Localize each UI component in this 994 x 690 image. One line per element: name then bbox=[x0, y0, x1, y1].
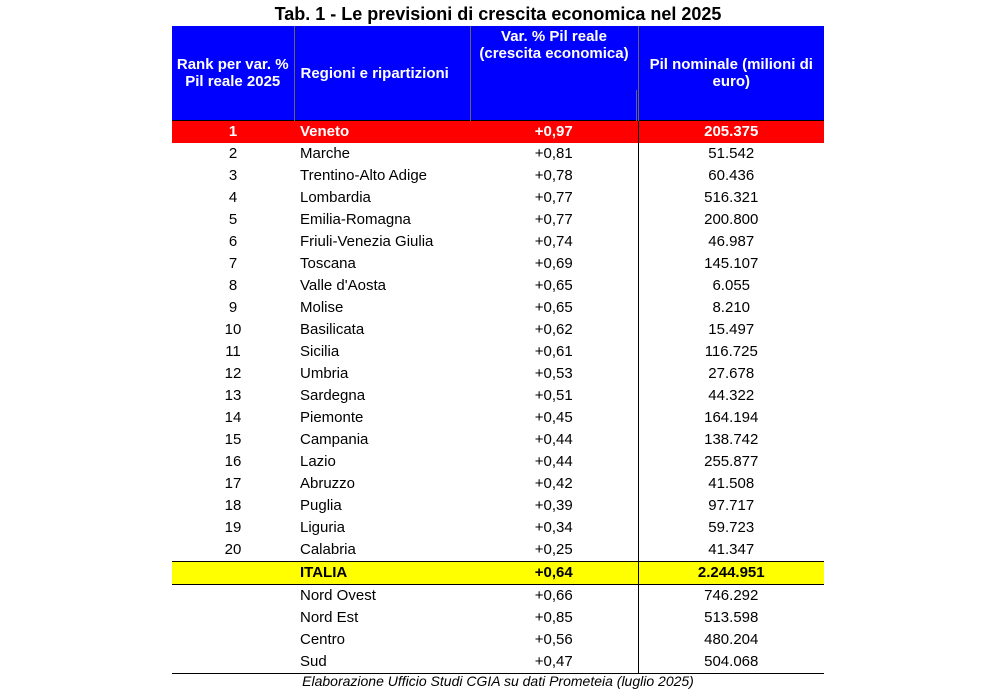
table-row bbox=[172, 297, 824, 319]
pil-cell: 59.723 bbox=[708, 519, 755, 536]
table-row bbox=[172, 341, 824, 363]
table-row-area bbox=[172, 651, 824, 674]
table-row-area bbox=[172, 629, 824, 651]
table-row bbox=[172, 187, 824, 209]
table-row bbox=[172, 253, 824, 275]
source-note: Elaborazione Ufficio Studi CGIA su dati Prometeia (luglio 2025) bbox=[302, 673, 694, 689]
header-rank: Rank per var. % Pil reale 2025 bbox=[172, 26, 294, 121]
var-cell: +0,78 bbox=[470, 165, 638, 187]
table-row bbox=[172, 143, 824, 165]
var-cell: +0,61 bbox=[470, 341, 638, 363]
pil-cell: 138.742 bbox=[704, 431, 759, 448]
pil-cell: 41.347 bbox=[708, 541, 755, 558]
rank-cell: 9 bbox=[228, 299, 238, 316]
rank-cell bbox=[172, 607, 294, 629]
pil-cell: 516.321 bbox=[704, 189, 759, 206]
var-cell: +0,42 bbox=[470, 473, 638, 495]
pil-cell: 27.678 bbox=[708, 365, 755, 382]
pil-cell: 200.800 bbox=[704, 211, 759, 228]
var-cell: +0,85 bbox=[470, 607, 638, 629]
table-row-area bbox=[172, 585, 824, 608]
table-row bbox=[172, 429, 824, 451]
pil-cell: 6.055 bbox=[712, 277, 751, 294]
table-title: Tab. 1 - Le previsioni di crescita economica nel 2025 bbox=[274, 4, 722, 24]
var-cell: +0,74 bbox=[470, 231, 638, 253]
pil-cell: 255.877 bbox=[704, 453, 759, 470]
rank-cell: 8 bbox=[228, 277, 238, 294]
rank-cell bbox=[172, 585, 294, 608]
var-cell: +0,45 bbox=[470, 407, 638, 429]
pil-cell: 8.210 bbox=[712, 299, 751, 316]
pil-cell: 480.204 bbox=[704, 631, 759, 648]
rank-cell: 20 bbox=[224, 541, 242, 558]
pil-cell: 2.244.951 bbox=[638, 562, 824, 585]
header-region: Regioni e ripartizioni bbox=[294, 26, 470, 121]
var-cell: +0,44 bbox=[470, 451, 638, 473]
header-var: Var. % Pil reale (crescita economica) bbox=[470, 26, 638, 90]
rank-cell bbox=[172, 651, 294, 674]
rank-cell: 15 bbox=[224, 431, 242, 448]
region-cell: Sud bbox=[294, 651, 470, 674]
rank-cell: 19 bbox=[224, 519, 242, 536]
rank-cell: 18 bbox=[224, 497, 242, 514]
pil-cell: 15.497 bbox=[708, 321, 755, 338]
pil-cell: 46.987 bbox=[708, 233, 755, 250]
region-cell: Abruzzo bbox=[300, 475, 356, 492]
table-row-total bbox=[172, 562, 824, 585]
table-row bbox=[172, 209, 824, 231]
table-row bbox=[172, 385, 824, 407]
region-cell: Friuli-Venezia Giulia bbox=[300, 233, 434, 250]
table-row bbox=[172, 275, 824, 297]
growth-table bbox=[172, 26, 824, 674]
rank-cell bbox=[172, 629, 294, 651]
region-cell: Sicilia bbox=[300, 343, 340, 360]
region-cell: Valle d'Aosta bbox=[300, 277, 386, 294]
var-cell: +0,64 bbox=[470, 562, 638, 585]
region-cell: Liguria bbox=[300, 519, 346, 536]
rank-cell: 5 bbox=[228, 211, 238, 228]
table-row bbox=[172, 495, 824, 517]
region-cell: Umbria bbox=[300, 365, 349, 382]
table-row bbox=[172, 407, 824, 429]
header-pil: Pil nominale (milioni di euro) bbox=[638, 26, 824, 121]
pil-cell: 504.068 bbox=[638, 651, 824, 674]
var-cell: +0,62 bbox=[470, 319, 638, 341]
region-cell: Marche bbox=[300, 145, 351, 162]
var-cell: +0,66 bbox=[470, 585, 638, 608]
rank-cell: 11 bbox=[225, 343, 241, 360]
rank-cell: 1 bbox=[172, 121, 294, 144]
region-cell: Toscana bbox=[300, 255, 356, 272]
region-cell: Basilicata bbox=[300, 321, 365, 338]
var-cell: +0,65 bbox=[470, 275, 638, 297]
rank-cell: 12 bbox=[224, 365, 242, 382]
pil-cell: 44.322 bbox=[708, 387, 755, 404]
pil-cell: 746.292 bbox=[704, 587, 759, 604]
var-cell: +0,77 bbox=[470, 209, 638, 231]
table-row bbox=[172, 517, 824, 539]
pil-cell: 60.436 bbox=[708, 167, 755, 184]
var-cell: +0,81 bbox=[470, 143, 638, 165]
region-cell: Emilia-Romagna bbox=[300, 211, 411, 228]
var-cell: +0,34 bbox=[470, 517, 638, 539]
region-cell: Calabria bbox=[300, 541, 356, 558]
rank-cell: 7 bbox=[228, 255, 238, 272]
region-cell: Nord Ovest bbox=[300, 587, 376, 604]
pil-cell: 41.508 bbox=[708, 475, 755, 492]
table-row bbox=[172, 231, 824, 253]
rank-cell: 16 bbox=[224, 453, 242, 470]
table-row bbox=[172, 363, 824, 385]
rank-cell: 4 bbox=[228, 189, 238, 206]
pil-cell: 97.717 bbox=[708, 497, 755, 514]
pil-cell: 51.542 bbox=[708, 145, 755, 162]
var-cell: +0,47 bbox=[470, 651, 638, 674]
rank-cell: 14 bbox=[224, 409, 242, 426]
table-row bbox=[172, 319, 824, 341]
table-row bbox=[172, 473, 824, 495]
rank-cell: 10 bbox=[224, 321, 242, 338]
region-cell: Trentino-Alto Adige bbox=[300, 167, 428, 184]
var-cell: +0,69 bbox=[470, 253, 638, 275]
rank-cell: 13 bbox=[224, 387, 242, 404]
header-var-sub-right bbox=[636, 90, 638, 121]
table-row bbox=[172, 539, 824, 562]
region-cell: Molise bbox=[300, 299, 344, 316]
pil-cell: 205.375 bbox=[638, 121, 824, 144]
var-cell: +0,53 bbox=[470, 363, 638, 385]
table-row bbox=[172, 165, 824, 187]
region-cell: Lazio bbox=[300, 453, 336, 470]
pil-cell: 513.598 bbox=[704, 609, 759, 626]
rank-cell bbox=[172, 562, 294, 585]
rank-cell: 3 bbox=[228, 167, 238, 184]
region-cell: Veneto bbox=[294, 121, 470, 144]
pil-cell: 116.725 bbox=[704, 343, 758, 360]
region-cell: Nord Est bbox=[300, 609, 359, 626]
rank-cell: 17 bbox=[224, 475, 242, 492]
var-cell: +0,44 bbox=[470, 429, 638, 451]
table-row-top bbox=[172, 121, 824, 144]
table-row-area bbox=[172, 607, 824, 629]
table-body bbox=[172, 121, 824, 674]
header-var-sub-left bbox=[470, 90, 636, 121]
var-cell: +0,97 bbox=[470, 121, 638, 144]
region-cell: ITALIA bbox=[294, 562, 470, 585]
var-cell: +0,25 bbox=[470, 539, 638, 562]
pil-cell: 145.107 bbox=[704, 255, 759, 272]
var-cell: +0,51 bbox=[470, 385, 638, 407]
region-cell: Lombardia bbox=[300, 189, 371, 206]
region-cell: Centro bbox=[300, 631, 346, 648]
rank-cell: 2 bbox=[228, 145, 238, 162]
table-row bbox=[172, 451, 824, 473]
region-cell: Puglia bbox=[300, 497, 342, 514]
pil-cell: 164.194 bbox=[704, 409, 759, 426]
region-cell: Campania bbox=[300, 431, 369, 448]
region-cell: Sardegna bbox=[300, 387, 366, 404]
region-cell: Piemonte bbox=[300, 409, 364, 426]
var-cell: +0,77 bbox=[470, 187, 638, 209]
var-cell: +0,39 bbox=[470, 495, 638, 517]
var-cell: +0,65 bbox=[470, 297, 638, 319]
var-cell: +0,56 bbox=[470, 629, 638, 651]
rank-cell: 6 bbox=[228, 233, 238, 250]
